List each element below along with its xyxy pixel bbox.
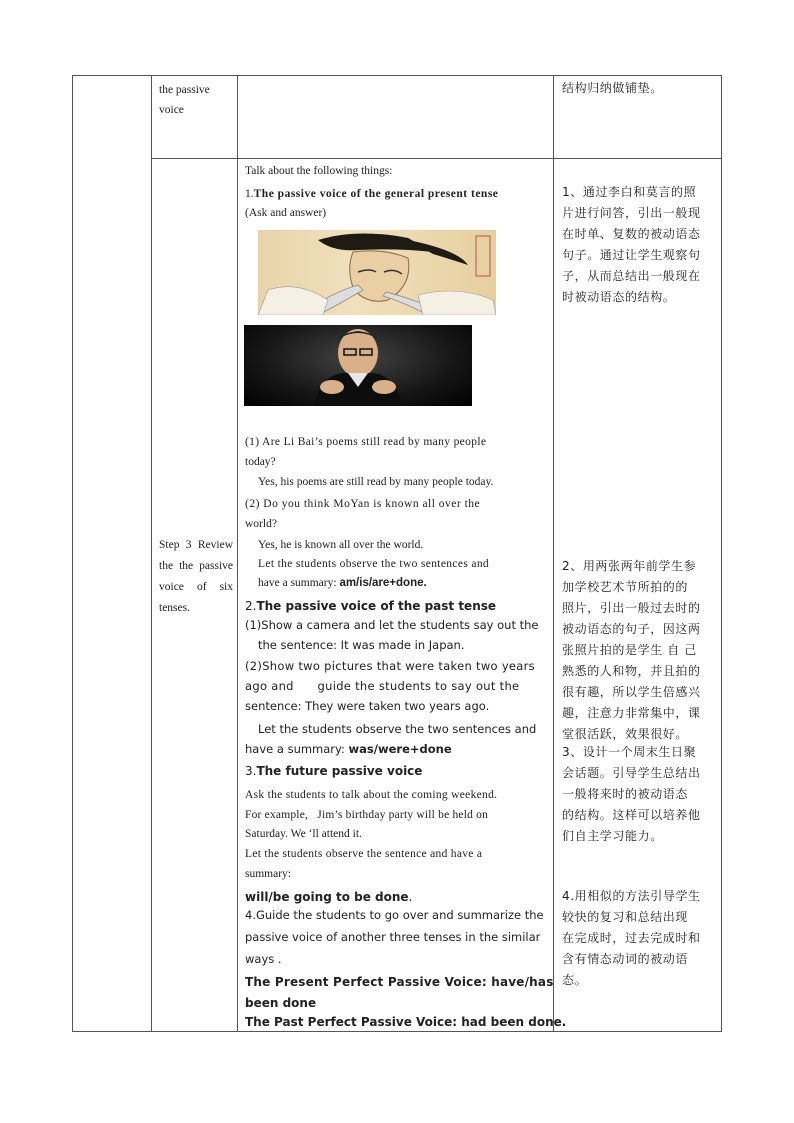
intro-text: Talk about the following things:	[245, 165, 393, 177]
note-line: 堂很活跃，效果很好。	[562, 727, 689, 741]
table-border-right	[721, 75, 722, 1032]
section3-number: 3.	[245, 764, 257, 778]
section3-heading	[245, 761, 422, 781]
note-1	[562, 182, 701, 308]
col-divider-3	[553, 75, 554, 1032]
answer-1: Yes, his poems are still read by many people today.	[258, 476, 494, 488]
observe-1a: Let the students observe the two sentences and	[258, 558, 490, 570]
note-line: 趣，注意力非常集中，课	[562, 706, 701, 720]
note-line: 1、通过李白和莫言的照	[562, 185, 697, 199]
section2-title: The passive voice of the past tense	[256, 599, 497, 613]
section3-title: The future passive voice	[256, 764, 423, 778]
note-line: 很有趣，所以学生倍感兴	[562, 685, 701, 699]
note-line: 照片，引出一般过去时的	[562, 601, 701, 615]
note-line: 一般将来时的被动语态	[562, 787, 689, 801]
section1-heading	[245, 184, 498, 204]
section3-formula	[245, 887, 412, 907]
section1-number: 1.	[245, 188, 254, 200]
section2-line2: the sentence: It was made in Japan.	[258, 638, 465, 652]
summary-prefix-2: have a summary:	[245, 742, 349, 756]
note-line: 张照片拍的是学生 自 己	[562, 643, 697, 657]
section3-line4: Let the students observe the sentence and have a	[245, 848, 483, 860]
section3-line2: For example, Jim’s birthday party will be held on	[245, 809, 489, 821]
section3-line3: Saturday. We ‘ll attend it.	[245, 828, 362, 840]
table-border-left	[72, 75, 73, 1032]
note-line: 的结构。这样可以培养他	[562, 808, 701, 822]
observe-1b	[258, 573, 427, 593]
section2-line3: (2)Show two pictures that were taken two years	[245, 659, 535, 673]
question-1b: today?	[245, 456, 276, 468]
section2-line5: sentence: They were taken two years ago.	[245, 699, 490, 713]
table-border-top	[72, 75, 722, 76]
note-line: 较快的复习和总结出现	[562, 910, 689, 924]
observe-2b	[245, 739, 452, 759]
present-perfect-passive-1: The Present Perfect Passive Voice: have/has	[245, 975, 554, 989]
present-perfect-passive-2: been done	[245, 996, 317, 1010]
past-perfect-passive: The Past Perfect Passive Voice: had been done.	[245, 1015, 567, 1029]
section2-heading	[245, 596, 496, 616]
note-3	[562, 742, 701, 847]
section1-subtitle: (Ask and answer)	[245, 207, 327, 219]
formula-period: .	[408, 890, 413, 904]
section2-number: 2.	[245, 599, 257, 613]
summary-formula-past: was/were+done	[348, 742, 452, 756]
question-1a: (1) Are Li Bai’s poems still read by many people	[245, 436, 487, 448]
note-line: 3、设计一个周末生日聚	[562, 745, 697, 759]
note-4	[562, 886, 701, 991]
note-line: 态。	[562, 973, 588, 987]
note-line: 在时单、复数的被动语态	[562, 227, 701, 241]
note-line: 在完成时，过去完成时和	[562, 931, 701, 945]
step3-label: Step 3 Review the the passive voice of six tenses.	[159, 539, 233, 614]
section4-line3: ways .	[245, 952, 282, 966]
note-line: 含有情态动词的被动语	[562, 952, 689, 966]
note-line: 时被动语态的结构。	[562, 290, 676, 304]
note-top: 结构归纳做铺垫。	[562, 81, 663, 95]
answer-2: Yes, he is known all over the world.	[258, 539, 424, 551]
li-bai-portrait-image	[258, 230, 496, 315]
col-divider-1	[151, 75, 152, 1032]
note-line: 被动语态的句子，因这两	[562, 622, 701, 636]
note-line: 句子。通过让学生观察句	[562, 248, 701, 262]
note-line: 2、用两张两年前学生参	[562, 559, 697, 573]
question-2a: (2) Do you think MoYan is known all over the	[245, 498, 481, 510]
note-line: 会话题。引导学生总结出	[562, 766, 701, 780]
note-2	[562, 556, 701, 745]
section3-line1: Ask the students to talk about the coming weekend.	[245, 789, 498, 801]
question-2b: world?	[245, 518, 277, 530]
mo-yan-photo-image	[244, 325, 472, 406]
section4-line1: 4.Guide the students to go over and summarize the	[245, 908, 544, 922]
summary-prefix: have a summary:	[258, 577, 340, 589]
note-line: 熟悉的人和物，并且拍的	[562, 664, 701, 678]
section1-title: The passive voice of the general present tense	[253, 188, 499, 200]
section3-line5: summary:	[245, 868, 291, 880]
section2-line1: (1)Show a camera and let the students say out the	[245, 618, 539, 632]
section4-line2: passive voice of another three tenses in the similar	[245, 930, 541, 944]
note-line: 们自主学习能力。	[562, 829, 663, 843]
passive-voice-label: the passive voice	[159, 84, 210, 116]
section2-line4: ago and guide the students to say out the	[245, 679, 520, 693]
note-line: 加学校艺术节所拍的的	[562, 580, 689, 594]
summary-formula-future: will/be going to be done	[245, 890, 409, 904]
note-line: 片进行问答，引出一般现	[562, 206, 701, 220]
summary-formula-present: am/is/are+done.	[339, 577, 427, 589]
observe-2a: Let the students observe the two sentences and	[258, 722, 537, 736]
note-line: 4.用相似的方法引导学生	[562, 889, 701, 903]
note-line: 子，从而总结出一般现在	[562, 269, 701, 283]
col-divider-2	[237, 75, 238, 1032]
